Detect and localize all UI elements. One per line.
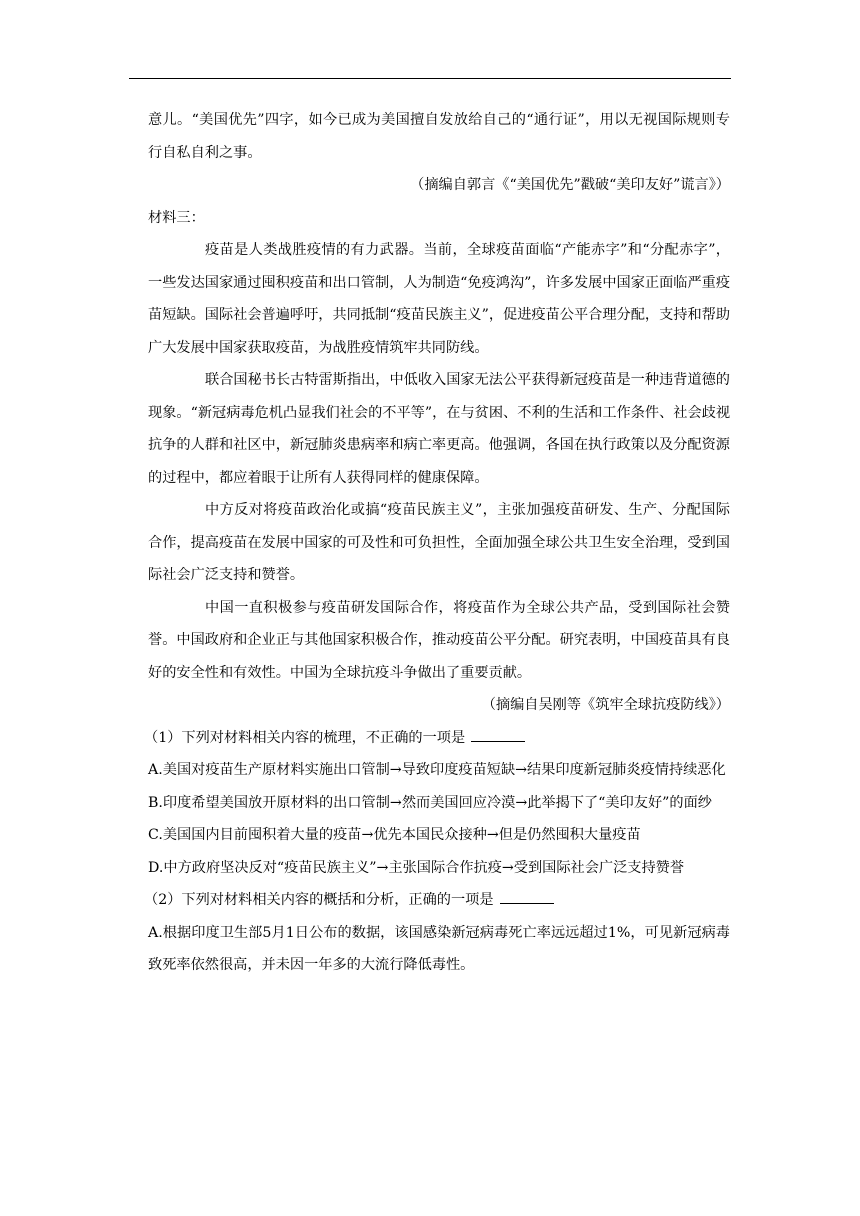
source-citation-2: （摘编自吴刚等《筑牢全球抗疫防线》） <box>481 697 730 713</box>
question-1-text: （1）下列对材料相关内容的梳理，不正确的一项是 <box>144 729 466 746</box>
question-1-option-a: A.美国对疫苗生产原材料实施出口管制→导致印度疫苗短缺→结果印度新冠肺炎疫情持续恶化 <box>148 762 726 778</box>
answer-blank-2[interactable] <box>500 885 554 904</box>
paragraph-guterres: 联合国秘书长古特雷斯指出，中低收入国家无法公平获得新冠疫苗是一种违背道德的现象。“新冠病毒危机凸显我们社会的不平等”，在与贫困、不利的生活和工作条件、社会歧视抗争的人群和社区中，新冠肺炎患病率和病亡率更高。他强调，各国在执行政策以及分配资源的过程中，都应着眼于让所有人获得同样的健康保障。 <box>148 372 731 486</box>
question-1-option-b: B.印度希望美国放开原材料的出口管制→然而美国回应冷漠→此举揭下了“美印友好”的面纱 <box>148 794 712 811</box>
question-2-stem <box>144 884 730 917</box>
paragraph-china-cooperation: 中国一直积极参与疫苗研发国际合作，将疫苗作为全球公共产品，受到国际社会赞誉。中国政府和企业正与其他国家积极合作，推动疫苗公平分配。研究表明，中国疫苗具有良好的安全性和有效性。中国为全球抗疫斗争做出了重要贡献。 <box>148 599 730 681</box>
question-2-option-a: A.根据印度卫生部5月1日公布的数据，该国感染新冠病毒死亡率远远超过1%，可见新冠病毒致死率依然很高，并未因一年多的大流行降低毒性。 <box>148 924 730 973</box>
question-2-text: （2）下列对材料相关内容的概括和分析，正确的一项是 <box>144 892 494 908</box>
answer-blank-1[interactable] <box>471 723 525 742</box>
question-1-option-d: D.中方政府坚决反对“疫苗民族主义”→主张国际合作抗疫→受到国际社会广泛支持赞誉 <box>148 859 685 876</box>
paragraph-vaccine-weapon: 疫苗是人类战胜疫情的有力武器。当前，全球疫苗面临“产能赤字”和“分配赤字”，一些发达国家通过囤积疫苗和出口管制，人为制造“免疫鸿沟”，许多发展中国家正面临严重疫苗短缺。国际社会普遍呼吁，共同抵制“疫苗民族主义”，促进疫苗公平合理分配，支持和帮助广大发展中国家获取疫苗，为战胜疫情筑牢共同防线。 <box>148 242 731 356</box>
question-1-option-c: C.美国国内目前囤积着大量的疫苗→优先本国民众接种→但是仍然囤积大量疫苗 <box>148 827 641 843</box>
paragraph-continuation: 意儿。“美国优先”四字，如今已成为美国擅自发放给自己的“通行证”，用以无视国际规则专行自私自利之事。 <box>148 112 730 161</box>
header-rule <box>129 78 731 79</box>
source-citation-1: （摘编自郭言《“美国优先”戳破“美印友好”谎言》） <box>410 177 730 193</box>
document-body <box>144 104 731 982</box>
question-1-stem <box>144 722 730 755</box>
paragraph-china-position: 中方反对将疫苗政治化或搞“疫苗民族主义”，主张加强疫苗研发、生产、分配国际合作，提高疫苗在发展中国家的可及性和可负担性，全面加强全球公共卫生安全治理，受到国际社会广泛支持和赞誉。 <box>148 502 730 583</box>
material-three-label: 材料三： <box>148 209 205 226</box>
